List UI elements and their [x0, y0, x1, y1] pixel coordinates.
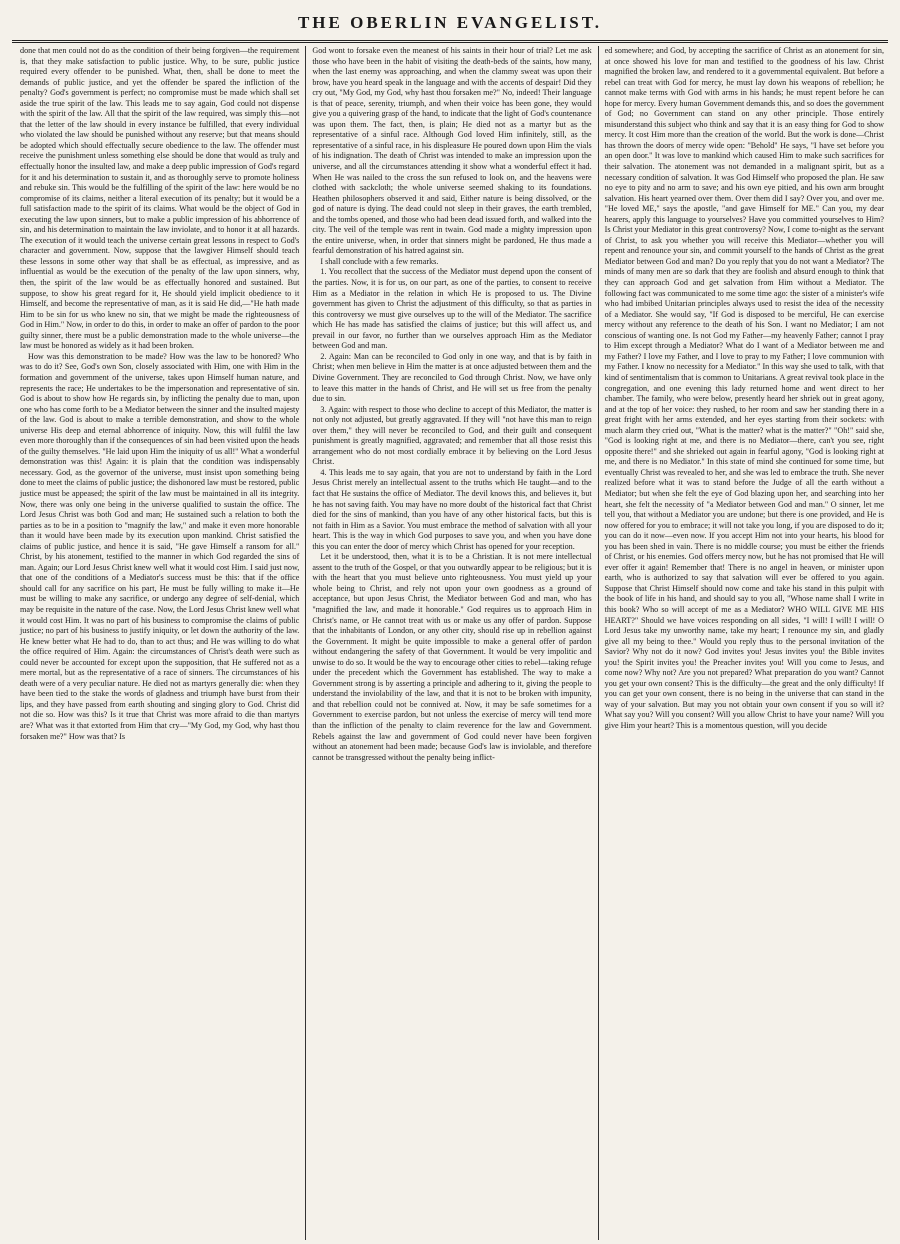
paragraph: 4. This leads me to say again, that you are not to understand by faith in the Lord Jesus Christ merely an intellectual assent to the truths which He taught—and to the fact that He sustains the office of Mediator. The devil knows this, and believes it, but he has not saving faith. You may have no more doubt of the historical fact that Christ died for the sins of mankind, than you have of any other historical facts, but this is not faith in Him as a Savior. You must embrace the method of salvation with all your heart. This is the way in which God purposes to save you, and when you have done this you can enter the door of mercy which Christ has opened for your reception.: [312, 467, 592, 551]
paragraph: done that men could not do as the condition of their being forgiven—the requirement is, that they make satisfaction to public justice. Why, to be sure, public justice required every offender to be punished. What, then, shall be done to meet the demands of public justice, and yet the offender be spared the infliction of the penalty? God's government is perfect; no compromise must be made which shall set aside the true spirit of the law. This leads me to say again, God could not dispense with the spirit of the law. All that the spirit of the law required, was simply this—not that the letter of the law should in every instance be fulfilled, that every individual who violated the law should be punished without any reserve; but that means should be adopted which should effectually secure obedience to the law. The offender must receive the punishment unless something else should be done that would as truly and effectually honor the insulted law, and make a deep public impression of God's regard for it and his determination to sustain it, and as thoroughly serve to promote holiness and rebuke sin. This would be the fulfilling of the spirit of the law: here would be no compromise of its claims, neither a literal execution of its penalty; but it would be a full satisfaction made to the spirit of its claims. What would be the object of God in executing the law upon sinners, but to make a public impression of his abhorrence of sin, and his determination to maintain the law inviolate, and to honor it at all hazards. The execution of it would teach the universe certain great lessons in respect to God's character and government. Now, suppose that the lawgiver Himself should teach these lessons in some other way that shall be as effectual, as impressive, and as influential as would be the execution of the penalty of the law upon sinners, why, then, the spirit of the law would be as effectually honored and sustained. But suppose, to show his great regard for it, He should yield implicit obedience to it Himself, and become the representative of man, as it is said He did,—"He hath made Him to be sin for us who knew no sin, that we might be made the righteousness of God in Him." Now, in order to do this, in order to make an offer of pardon to the poor guilty sinner, there must be a public demonstration made to the whole universe—the law must be honored as widely as it had been broken.: [20, 46, 300, 351]
paragraph: Let it be understood, then, what it is to be a Christian. It is not mere intellectual assent to the truth of the Gospel, or that you outwardly appear to be religious; but it is with the heart that you must believe unto righteousness. You must yield up your whole being to Christ, and rely not upon your own goodness as a ground of acceptance, but upon Jesus Christ, the Mediator between God and man, who has "magnified the law, and made it honorable." God requires us to approach Him in Christ's name, or He cannot treat with us or make us any offer of pardon. Suppose that the inhabitants of London, or any other city, should rise up in rebellion against the Government. It might be quite impossible to make a general offer of pardon without endangering the safety of that Government. It would be very impolitic and unwise to do so. It would be the way to encourage other cities to rebel—taking refuge under the precedent which the Government has established. The way to make a Government strong is by asserting a principle and adhering to it, giving the people to understand the inviolability of the law, and that it is not to be broken with impunity, and that rebellion could not be connived at. Now, it may be safe sometimes for a Government to exercise pardon, but not unless the exercise of mercy will tend more than the infliction of the penalty to claim reverence for the law and Government. Rebels against the law and government of God could never have been forgiven without an atonement had been made; because God's law is inviolable, and therefore cannot be transgressed without the penalty being inflict-: [312, 552, 592, 762]
column-3: [598, 46, 890, 1240]
column-1: [14, 46, 305, 1240]
paragraph: ed somewhere; and God, by accepting the sacrifice of Christ as an atonement for sin, at once showed his love for man and testified to the goodness of his law. Christ magnified the broken law, and rendered to it a governmental equivalent. But before a rebel can treat with God for mercy, he must lay down his weapons of rebellion; he cannot make terms with God with arms in his hands; he must repent before he can hope for mercy. Every human Government demands this, and so does the government of God; no Government can stand on any other principle. Those entirely misunderstand this subject who think and say that it is an easy thing for God to show mercy. It cost Him more than the creation of the world. But the work is done—Christ has thrown the doors of mercy wide open: "Behold" He says, "I have set before you an open door." It was love to mankind which caused Him to make such sacrifices for their salvation. The atonement was not demanded in a malignant spirit, but as a necessary condition of salvation. It was God Himself who proposed the plan. He saw no eye to pity and no arm to save; and his own eye pitied, and his own arm brought salvation. His heart yearned over them. Over them did I say? Over you, and over me. "He loved ME," says the apostle, "and gave Himself for ME." Can you, my dear hearers, apply this language to yourselves? Have you committed yourselves to Him? Is Christ your Mediator in this great controversy? Now, I come to-night as the servant of Christ, to ask you whether you will receive this Mediator—whether you will repent and renounce your sin, and commit yourself to the hands of Christ as the great Mediator between God and man? Do you reply that you do not want a Mediator? The minds of many men are so dark that they are foolish and absurd enough to think that they can approach God and get salvation from Him without a Mediator. The following fact was communicated to me some time ago: the sister of a minister's wife who had imbibed Unitarian principles always used to resist the idea of the necessity of a Mediator. She would say, "If God is disposed to be merciful, He can exercise mercy without any reference to the death of his Son. I want no Mediator; I am not conscious of wanting one. Is not God my Father—my heavenly Father; cannot I pray to Him except through a Mediator? What do I want of a Mediator between me and my Father? I love my Father, and I love to pray to my Father; I love communion with my Father. I know no necessity for a Mediator." In this way she used to talk, with that kind of sentimentalism that is common to Unitarians. A great revival took place in the congregation, and one evening this lady returned home and went direct to her chamber. The family, who were below, presently heard her shriek out in great agony, and at the top of her voice: they rushed, to her room and saw her standing there in a great fright with her arms extended, and her eyes starting from their sockets: with much alarm they cried out, "What is the matter? what is the matter?" "Oh!" said she, "God is looking right at me, and there is no Mediator—there, can't you see, right opposite there!" and she shrieked out again in fearful agony, "God is looking right at me, and there is no Mediator." In this state of mind she continued for some time, but eventually Christ was revealed to her, and she was led to embrace the truth. She never realized before what it was to stand before the Judge of all the earth without a Mediator; but when she felt the eye of God blazing upon her, and searching into her heart, she felt the necessity of "a Mediator between God and man." O sinner, let me tell you, that without a Mediator you are undone; but there is one provided, and He is now offered for you to embrace; it will not take you long, if you are disposed to do it; you can do it now—even now. If you accept Him not into your hearts, his blood for you has been shed in vain. There is no middle course; you must be either the friends of Christ, or his enemies. God offers mercy now, but he has not promised that He will ever offer it again! Remember that! There is no angel in heaven, or minister upon earth, who is authorized to say that salvation will ever be offered to you again. Suppose that Christ Himself should now come and take his stand in this pulpit with the book of life in his hand, and should say to you all, "Whose name shall I write in this book? Who so will accept of me as a Mediator? WHO WILL GIVE ME HIS HEART?" Should we have voices responding on all sides, "I will! I will! I will! O Lord Jesus take my unworthy name, take my heart; I renounce my sin, and gladly give all my being to thee." Would you reply thus to the personal invitation of the Savior? Why not do it now? God invites you! Jesus invites you! the Bible invites you! the Spirit invites you! the Preacher invites you! Will you come to Jesus, and come now? Why not? Are you not prepared? What preparation do you want? Cannot you get your own consent? This is the difficulty—the great and the only difficulty! If you can get your own consent, there is no being in the universe that can stand in the way of your salvation. But may you not obtain your own consent if you so will it? What say you? Will you consent? Will you allow Christ to have your name? Will you give Him your heart? This is a momentous question, will you decide: [604, 46, 884, 730]
paragraph: God wont to forsake even the meanest of his saints in their hour of trial? Let me ask those who have been in the habit of visiting the death-beds of the saints, how many, when the last enemy was approaching, and when the clammy sweat was upon their brow, have you heard speak in the language and with the accents of despair! Did they cry out, "My God, my God, why hast thou forsaken me?" No, indeed! Their language is that of peace, serenity, triumph, and when their voice has been gone, they would give you a quivering grasp of the hand, to indicate that the light of God's countenance was upon them. The fact, then, is plain; He died not as a martyr but as the representative of a sinful race. Although God loved Him infinitely, still, as the representative of a sinful race, in his displeasure He poured down upon Him the vials of his indignation. The death of Christ was intended to make an impression upon the universe, and all the circumstances attending it show what a wonderful effect it had. When He was nailed to the cross the sun refused to look on, and the heavens were clothed with sackcloth; the whole universe seemed shaking to its foundations. Heathen philosophers observed it and said, Either nature is being dissolved, or the god of nature is dying. The dead could not sleep in their graves, the earth trembled, and the tombs opened, and those who had been dead issued forth, and walked into the city. The veil of the temple was rent in twain. God made a mighty impression upon the entire universe, when, in order that sinners might be pardoned, He thus made a fearful demonstration of his hatred against sin.: [312, 46, 592, 256]
column-2: [305, 46, 597, 1240]
article-columns: [14, 46, 890, 1240]
paragraph: How was this demonstration to be made? How was the law to be honored? Who was to do it? See, God's own Son, closely associated with Him, one with Him in the formation and government of the universe, takes upon Himself human nature, and represents the race; He undertakes to be the impersonation and representative of sin. God is about to show how He regards sin, by inflicting the penalty due to man, upon one who has come forth to be a Mediator between the sinner and the insulted majesty of the law. God is about to make a terrible demonstration, and show to the whole universe His deep and eternal abhorrence of iniquity. Now, this will fulfil the law even more thoroughly than if the consequences of sin had been visited upon the heads of the guilty themselves. "He laid upon Him the iniquity of us all!" What a wonderful demonstration was this! Again: it is plain that the condition was indispensably necessary. God, as the governor of the universe, must insist upon something being done to meet the claims of public justice; the dishonored law must be restored, public justice must be appeased; the spirit of the law must be maintained in all its integrity. Now, there was only one being in the universe qualified to sustain the office. The Lord Jesus Christ was both God and man; He sustained such a relation to both the parties as to be in a position to "magnify the law," and make it even more honorable than it would have been made by its execution upon mankind. Christ satisfied the claims of public justice, and hence it is said, "He gave Himself a ransom for all." Christ, by his atonement, testified to the manner in which God regarded the sins of man. Again; our Lord Jesus Christ knew well what it would cost Him. I said just now, that one of the conditions of a Mediator's success must be this: that if the office should call for any sacrifice on his part, He must be fully willing to make it—He must be willing to make any sacrifice, or undergo any degree of self-denial, which may be requisite in the nature of the case. Now, the Lord Jesus Christ knew well what it would cost Him. It was no part of his business to compromise the claims of public justice; no part of his business to justify iniquity, or let down the authority of the law. He knew better what He had to do, than to act thus; and He was willing to do what the office required of Him. Again: the circumstances of Christ's death were such as could never be accounted for except upon the supposition, that He suffered not as a mere mortal, but as the representative of a race of sinners. The circumstances of his death were of a very peculiar nature. He died not as martyrs generally die: when they have been tied to the stake the words of gladness and triumph have burst from their lips, and they have passed from earth shouting and singing glory to God. Christ did not die so. How was this? Is it true that Christ was more afraid to die than martyrs are? What was it that extorted from Him that cry—"My God, my God, why hast thou forsaken me?" How was that? Is: [20, 351, 300, 741]
paragraph: I shall conclude with a few remarks.: [320, 256, 439, 266]
paragraph: 3. Again: with respect to those who decline to accept of this Mediator, the matter is not only not adjusted, but greatly aggravated. If they will "not have this man to reign over them," they will never be reconciled to God, and their guilt and consequent punishment is greatly magnified, aggravated; and remember that all those resist this arrangement who do not most cordially embrace it by believing on the Lord Jesus Christ.: [312, 404, 592, 467]
masthead: [12, 6, 888, 43]
paragraph: 1. You recollect that the success of the Mediator must depend upon the consent of the parties. Now, it is for us, on our part, as one of the parties, to consent to receive Him as a Mediator in the relation in which He is proposed to us. The Divine government has given to Christ the adjustment of this difficulty, so that as parties in this controversy we must give ourselves up to the will of the Mediator. The sacrifice which He has made has satisfied the claims of justice; but this will affect us, and prevail in our favor, no further than we ourselves approach Him as the Mediator between God and man.: [312, 267, 592, 351]
newspaper-title: THE OBERLIN EVANGELIST.: [297, 13, 603, 32]
paragraph: 2. Again: Man can be reconciled to God only in one way, and that is by faith in Christ; when men believe in Him the matter is at once adjusted between them and the Divine Government. They are reconciled to God through Christ. Now, we have only to leave this matter in the hands of Christ, and He will set us free from the penalty due to sin.: [312, 351, 592, 404]
